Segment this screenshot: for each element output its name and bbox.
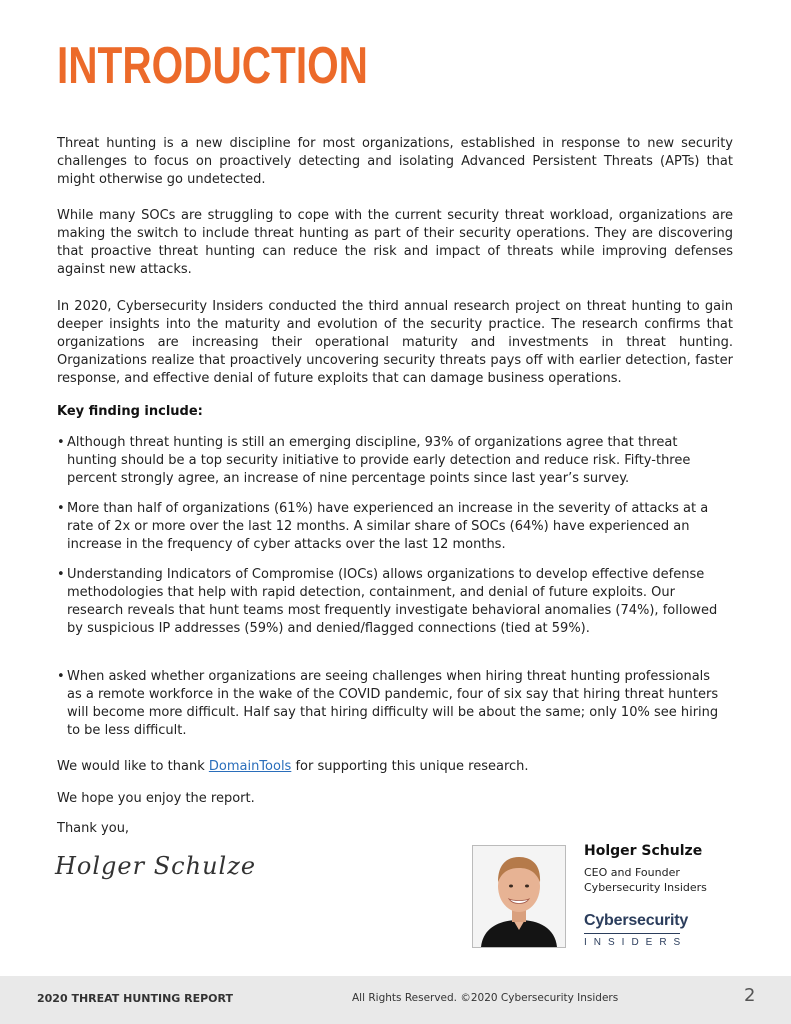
bullet-text: More than half of organizations (61%) have experienced an increase in the severity of attacks at a rate of 2x or more over the last 12 months. A similar share of SOCs (64%) have experienced an increase in the frequency of cyber attacks over the last 12 months. [67, 501, 709, 552]
paragraph-text: Threat hunting is a new discipline for most organizations, established in response to new security challenges to focus on proactively detecting and isolating Advanced Persistent Threats (APTs) that might otherwise go undetected. [57, 136, 733, 187]
key-finding-bullet [57, 434, 727, 488]
logo-wordmark-top: Cybersecurity [584, 912, 689, 929]
bullet-text: Understanding Indicators of Compromise (IOCs) allows organizations to develop effective defense methodologies that help with rapid detection, containment, and denial of future exploits. Our research reveals that hunt teams most frequently investigate behavioral anomalies (74%), followed by suspicious IP addresses (59%) and denied/flagged connections (tied at 59%). [67, 567, 718, 636]
domaintools-link[interactable]: DomainTools [208, 759, 292, 774]
thank-you-line: Thank you, [57, 821, 130, 836]
enjoy-line: We hope you enjoy the report. [57, 791, 255, 806]
key-findings-heading: Key finding include: [57, 404, 203, 419]
paragraph-text: In 2020, Cybersecurity Insiders conducted the third annual research project on threat hunting to gain deeper insights into the maturity and evolution of the security practice. The research confirms that organizations are increasing their operational maturity and investments in threat hunting. Organizations realize that proactively uncovering security threats pays off with earlier detection, faster response, and effective denial of future exploits that can damage business operations. [57, 299, 733, 386]
author-title: CEO and Founder [584, 866, 680, 879]
author-company: Cybersecurity Insiders [584, 881, 707, 894]
author-name: Holger Schulze [584, 843, 703, 859]
logo-wordmark-bottom: INSIDERS [584, 937, 688, 948]
handwritten-signature: Holger Schulze [55, 852, 257, 880]
bullet-text: When asked whether organizations are seeing challenges when hiring threat hunting professionals as a remote workforce in the wake of the COVID pandemic, four of six say that hiring threat hunters will become more difficult. Half say that hiring difficulty will be about the same; only 10% see hiring to be less difficult. [67, 669, 719, 738]
key-finding-bullet [57, 500, 727, 554]
bullet-text: Although threat hunting is still an emerging discipline, 93% of organizations agree that threat hunting should be a top security initiative to provide early detection and reduce risk. Fifty-three percent strongly agree, an increase of nine percentage points since last year’s survey. [67, 435, 691, 486]
bullet-icon: • [57, 669, 65, 684]
copyright-notice: All Rights Reserved. ©2020 Cybersecurity Insiders [352, 992, 619, 1004]
thanks-suffix: for supporting this unique research. [291, 759, 529, 774]
page-footer [0, 976, 791, 1024]
paragraph-text: While many SOCs are struggling to cope with the current security threat workload, organizations are making the switch to include threat hunting as part of their security operations. They are discovering that proactive threat hunting can reduce the risk and impact of threats while improving defenses against new attacks. [57, 208, 733, 277]
bullet-icon: • [57, 501, 65, 516]
author-role [584, 865, 707, 895]
intro-paragraph-3 [57, 298, 733, 388]
bullet-icon: • [57, 435, 65, 450]
intro-paragraph-2 [57, 207, 733, 279]
key-finding-bullet [57, 566, 727, 638]
thanks-line [57, 758, 529, 776]
portrait-icon [473, 846, 565, 947]
intro-paragraph-1 [57, 135, 733, 189]
page-number: 2 [744, 985, 756, 1006]
author-photo [472, 845, 566, 948]
thanks-prefix: We would like to thank [57, 759, 209, 774]
logo-divider [584, 933, 680, 934]
key-finding-bullet [57, 668, 727, 740]
page-title: INTRODUCTION [57, 37, 368, 95]
bullet-icon: • [57, 567, 65, 582]
cybersecurity-insiders-logo [584, 912, 688, 948]
report-title: 2020 THREAT HUNTING REPORT [37, 992, 234, 1005]
